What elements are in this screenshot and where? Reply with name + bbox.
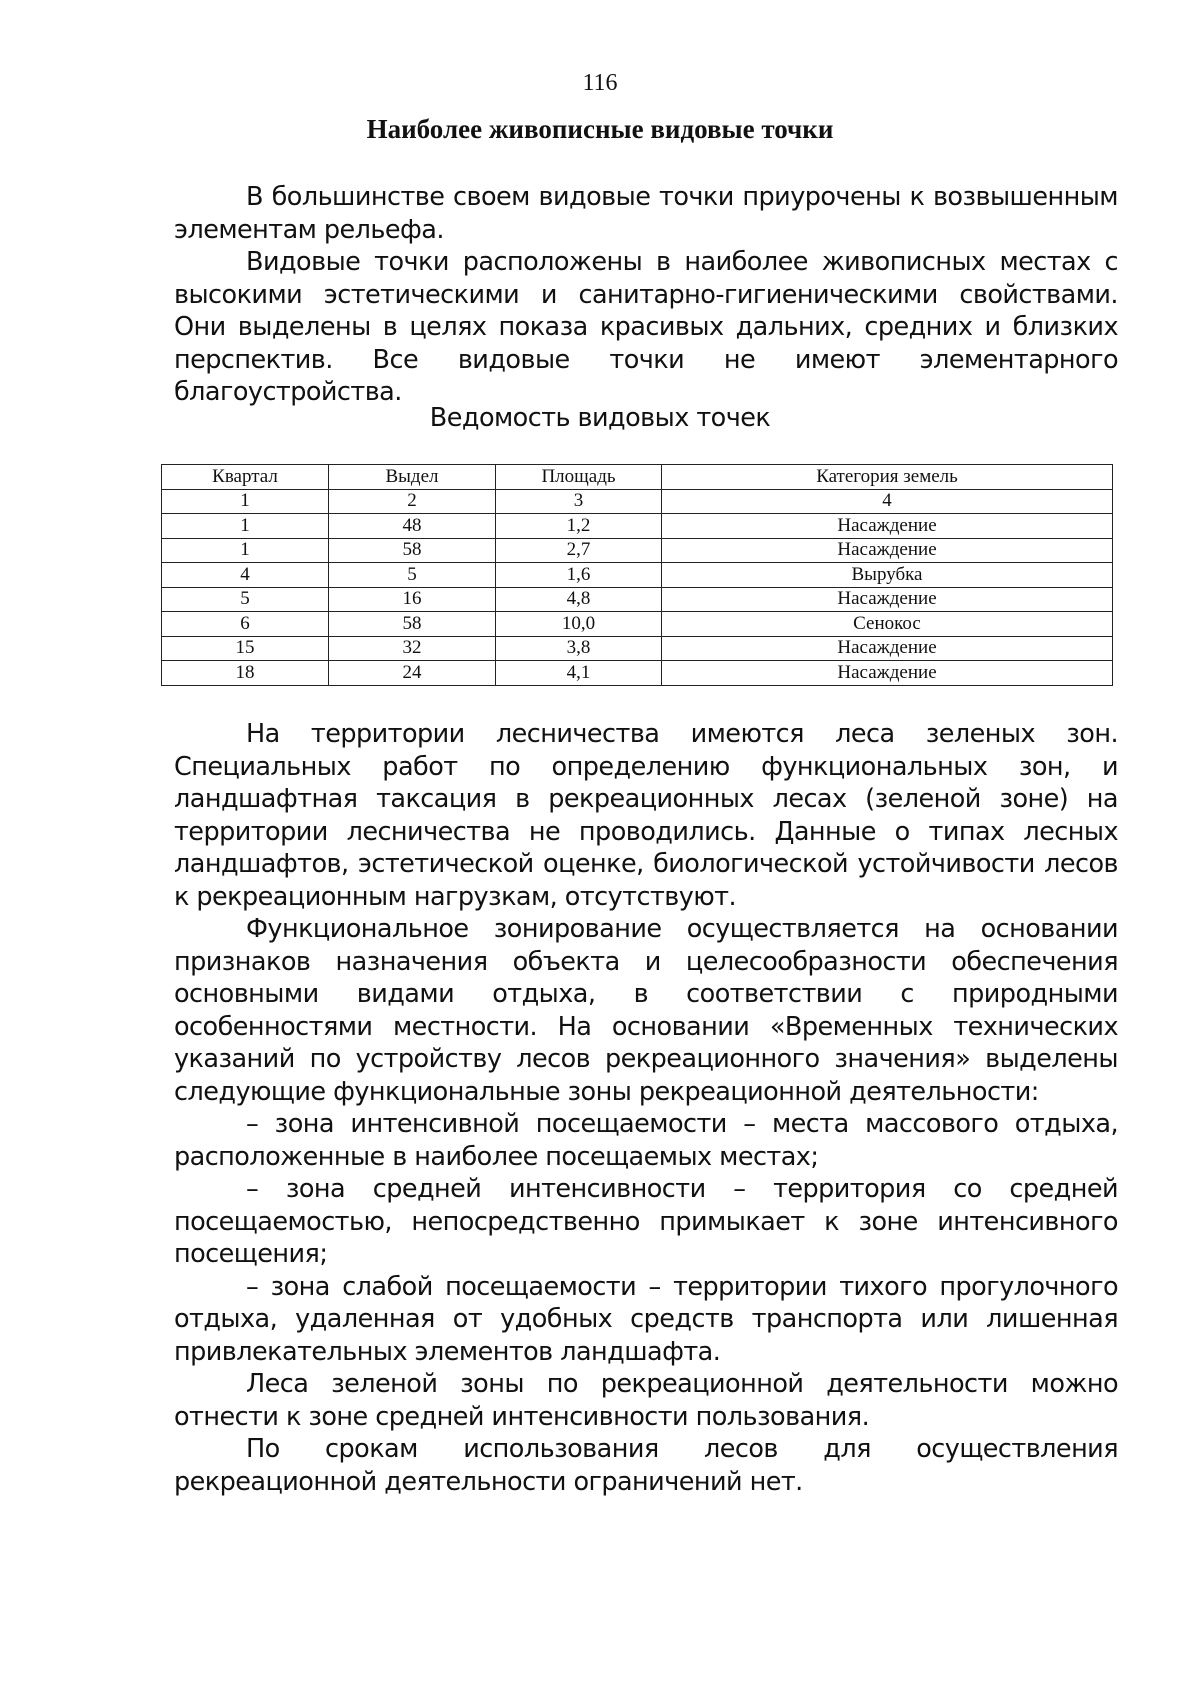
table-cell: 32 [329,636,496,661]
table-cell: Насаждение [662,587,1113,612]
table-cell: 18 [162,661,329,686]
table-cell: 3,8 [496,636,662,661]
table-caption: Ведомость видовых точек [429,403,771,433]
table-row [162,661,1113,686]
table-cell: 4 [162,563,329,588]
table-cell: 24 [329,661,496,686]
table-cell: 1,6 [496,563,662,588]
table-cell: 5 [162,587,329,612]
paragraph: Видовые точки расположены в наиболее живописных местах с высокими эстетическими и санитарно-гигиеническими свойствами. Они выделены в целях показа красивых дальних, средних и близких перспектив. Все видовые точки не имеют элементарного благоустройства. [174,247,1118,407]
table-row [162,636,1113,661]
table-cell: Насаждение [662,661,1113,686]
paragraph: В большинстве своем видовые точки приурочены к возвышенным элементам рельефа. [174,182,1118,245]
table-cell: 2,7 [496,538,662,563]
column-number: 3 [496,489,662,514]
table-cell: 58 [329,612,496,637]
column-header: Выдел [329,465,496,490]
table-cell: Сенокос [662,612,1113,637]
paragraph: На территории лесничества имеются леса зеленых зон. Специальных работ по определению функциональных зон, и ландшафтная таксация в рекреационных лесах (зеленой зоне) на территории лесничества не проводились. Данные о типах лесных ландшафтов, эстетической оценке, биологической устойчивости лесов к рекреационным нагрузкам, отсутствуют. [174,719,1118,912]
table-cell: 48 [329,514,496,539]
table-cell: 4,8 [496,587,662,612]
column-header: Площадь [496,465,662,490]
table-cell: 16 [329,587,496,612]
table-cell: Насаждение [662,538,1113,563]
list-item: – зона слабой посещаемости – территории тихого прогулочного отдыха, удаленная от удобных средств транспорта или лишенная привлекательных элементов ландшафта. [174,1271,1118,1367]
table-cell: 10,0 [496,612,662,637]
list-item: – зона интенсивной посещаемости – места массового отдыха, расположенные в наиболее посещаемых местах; [174,1109,1118,1172]
table-cell: 58 [329,538,496,563]
table-cell: 1 [162,514,329,539]
column-number: 2 [329,489,496,514]
table-cell: 4,1 [496,661,662,686]
table-row [162,514,1113,539]
body-text [174,718,1118,1498]
table-row [162,587,1113,612]
table-cell: 5 [329,563,496,588]
table-row [162,538,1113,563]
paragraph: По срокам использования лесов для осуществления рекреационной деятельности ограничений нет. [174,1434,1118,1497]
table-cell: Насаждение [662,636,1113,661]
table-cell: 1,2 [496,514,662,539]
table-numbering-row [162,489,1113,514]
intro-text [174,181,1118,409]
viewpoints-table [161,464,1113,686]
list-item: – зона средней интенсивности – территория со средней посещаемостью, непосредственно примыкает к зоне интенсивного посещения; [174,1174,1118,1269]
table-cell: Насаждение [662,514,1113,539]
column-header: Категория земель [662,465,1113,490]
table-cell: 1 [162,538,329,563]
table-cell: 6 [162,612,329,637]
table-header-row [162,465,1113,490]
table-cell: 15 [162,636,329,661]
table-row [162,612,1113,637]
column-header: Квартал [162,465,329,490]
table-cell: Вырубка [662,563,1113,588]
table-row [162,563,1113,588]
column-number: 4 [662,489,1113,514]
paragraph: Леса зеленой зоны по рекреационной деятельности можно отнести к зоне средней интенсивности пользования. [174,1369,1118,1432]
section-heading: Наиболее живописные видовые точки [366,114,834,144]
page-number: 116 [582,70,618,96]
column-number: 1 [162,489,329,514]
paragraph: Функциональное зонирование осуществляется на основании признаков назначения объекта и целесообразности обеспечения основными видами отдыха, в соответствии с природными особенностями местности. На основании «Временных технических указаний по устройству лесов рекреационного значения» выделены следующие функциональные зоны рекреационной деятельности: [174,914,1118,1107]
